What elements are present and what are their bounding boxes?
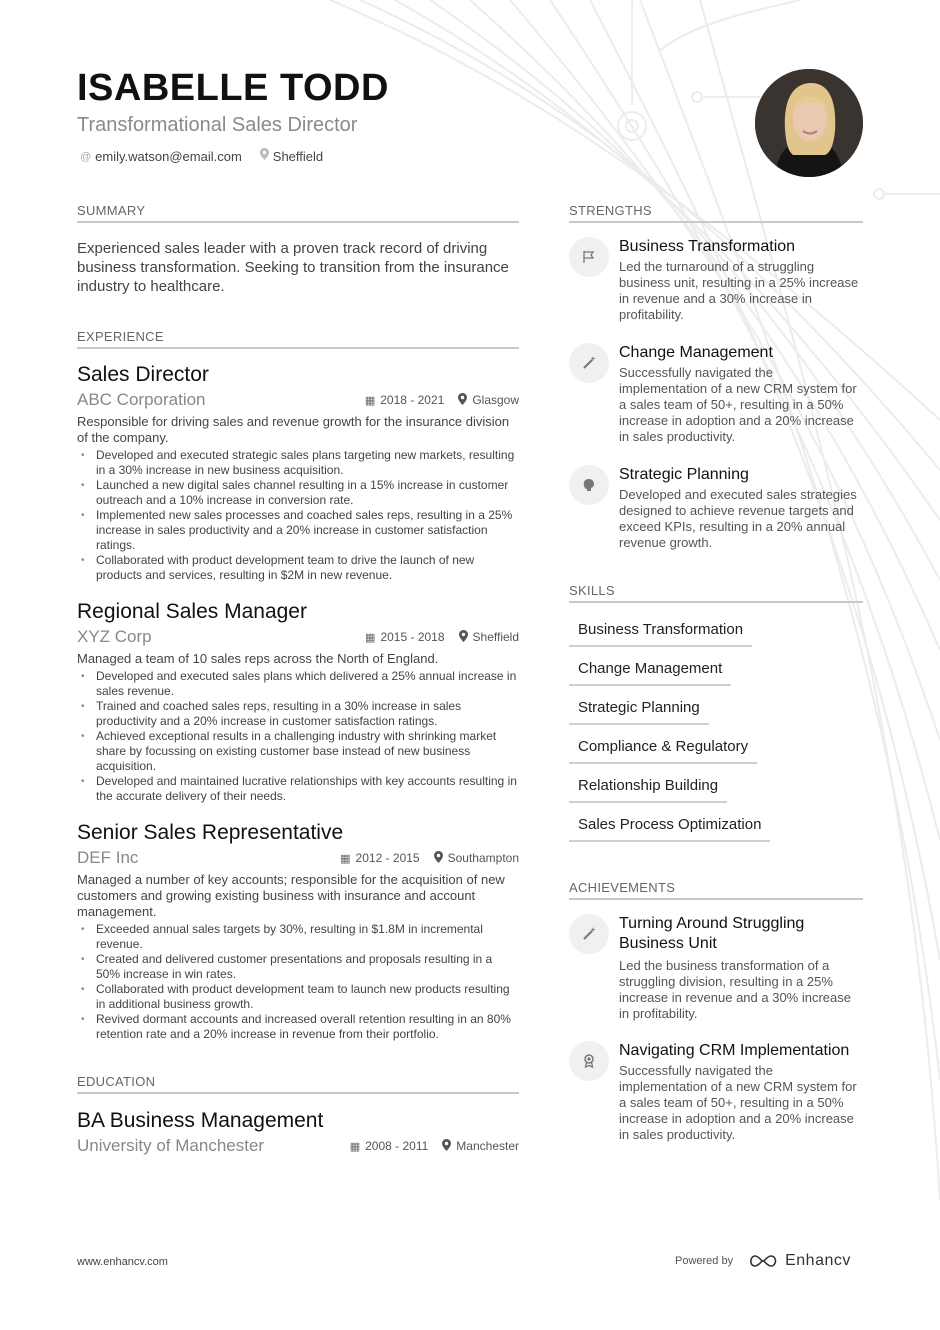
candidate-title: Transformational Sales Director	[77, 114, 358, 136]
location-text: Sheffield	[272, 148, 324, 164]
job-description: Responsible for driving sales and revenue growth for the insurance division of the company.	[77, 414, 510, 445]
left-column	[77, 203, 519, 1156]
wand-icon	[569, 343, 609, 383]
candidate-name: ISABELLE TODD	[77, 67, 389, 109]
footer-branding	[675, 1252, 851, 1270]
strength-desc: Led the turnaround of a struggling business unit, resulting in a 25% increase in revenue and a 30% increase in profitability.	[619, 259, 859, 322]
job-bullet: • Revived dormant accounts and increased overall retention resulting in an 80% retention rate and a 20% increase in revenue from their portfolio.	[77, 1012, 519, 1042]
school: University of Manchester	[77, 1136, 265, 1155]
job-bullet: • Collaborated with product development team to drive the launch of new products and services, resulting in $2M in new revenue.	[77, 553, 519, 583]
location-contact	[260, 148, 323, 165]
skill-tag: Strategic Planning	[569, 693, 709, 725]
location-pin-icon	[260, 148, 269, 165]
location-pin-icon	[458, 393, 467, 408]
skill-tag: Business Transformation	[569, 615, 752, 647]
powered-by-label: Powered by	[675, 1255, 734, 1267]
education-entry	[77, 1108, 519, 1156]
strength-item	[569, 237, 863, 323]
skill-tag: Relationship Building	[569, 771, 727, 803]
job-location: Glasgow	[472, 393, 519, 407]
achievement-desc: Successfully navigated the implementation of a new CRM system for a sales team of 50+, resulting in a 50% increase in adoption and a 20% increase in sales productivity.	[619, 1063, 857, 1142]
experience-entry	[77, 362, 519, 583]
job-bullets	[77, 448, 519, 583]
job-bullet: • Exceeded annual sales targets by 30%, resulting in $1.8M in incremental revenue.	[77, 922, 519, 952]
brain-icon	[569, 465, 609, 505]
job-bullet: • Launched a new digital sales channel resulting in a 15% increase in customer outreach and a 10% increase in conversion rate.	[77, 478, 519, 508]
education-dates: 2008 - 2011	[365, 1139, 429, 1153]
job-role: Senior Sales Representative	[77, 821, 344, 844]
job-bullet: • Implemented new sales processes and coached sales reps, resulting in a 25% increase in sales productivity and a 20% increase in customer satisfaction ratings.	[77, 508, 519, 553]
calendar-icon: ▦	[349, 1140, 361, 1153]
footer-website[interactable]: www.enhancv.com	[77, 1256, 168, 1268]
skill-tag: Change Management	[569, 654, 731, 686]
strength-title: Business Transformation	[619, 238, 796, 255]
achievement-title: Turning Around Struggling Business Unit	[619, 915, 805, 952]
job-role: Regional Sales Manager	[77, 600, 307, 623]
summary-text: Experienced sales leader with a proven track record of driving business transformation. Seeking to transition from the insurance industry to healthcare.	[77, 240, 509, 295]
brand-name: Enhancv	[785, 1252, 851, 1269]
job-bullet: • Achieved exceptional results in a challenging industry with shrinking market share by focussing on existing customer base instead of new business acquisition.	[77, 729, 519, 774]
right-column	[569, 203, 863, 1143]
job-bullet: • Developed and maintained lucrative relationships with key accounts resulting in the accurate delivery of their needs.	[77, 774, 519, 804]
flag-icon	[569, 237, 609, 277]
achievement-item	[569, 1041, 863, 1143]
job-location: Sheffield	[472, 630, 519, 644]
award-icon	[569, 1041, 609, 1081]
infinity-logo-icon	[747, 1253, 779, 1269]
job-description: Managed a team of 10 sales reps across the North of England.	[77, 651, 439, 666]
job-company: XYZ Corp	[77, 627, 152, 646]
strength-desc: Developed and executed sales strategies designed to achieve revenue targets and exceed KPIs, resulting in a 20% annual revenue growth.	[619, 487, 857, 550]
calendar-icon: ▦	[340, 852, 351, 865]
strength-title: Strategic Planning	[619, 466, 749, 483]
achievement-item	[569, 914, 863, 1022]
email-text: emily.watson@email.com	[95, 148, 242, 164]
job-company: ABC Corporation	[77, 390, 206, 409]
skill-tag: Compliance & Regulatory	[569, 732, 757, 764]
location-pin-icon	[434, 851, 443, 866]
job-dates: 2015 - 2018	[380, 630, 445, 644]
job-location: Southampton	[447, 851, 519, 865]
calendar-icon: ▦	[364, 394, 376, 407]
job-dates: 2018 - 2021	[380, 393, 445, 407]
skills-list	[569, 615, 863, 842]
wand-icon	[569, 914, 609, 954]
strength-item	[569, 343, 863, 445]
job-bullets	[77, 922, 519, 1042]
job-company: DEF Inc	[77, 848, 139, 867]
brand-logo[interactable]	[747, 1252, 851, 1270]
achievement-title: Navigating CRM Implementation	[619, 1042, 850, 1059]
experience-heading: EXPERIENCE	[77, 329, 519, 349]
strength-title: Change Management	[619, 344, 773, 361]
strength-item	[569, 465, 863, 551]
job-bullet: • Trained and coached sales reps, resulting in a 30% increase in sales productivity and a 20% increase in customer satisfaction ratings.	[77, 699, 519, 729]
avatar	[755, 69, 863, 177]
degree: BA Business Management	[77, 1109, 324, 1132]
location-pin-icon	[442, 1139, 451, 1154]
job-bullet: • Developed and executed strategic sales plans targeting new markets, resulting in a 30% increase in new business acquisition.	[77, 448, 519, 478]
education-location: Manchester	[456, 1139, 519, 1153]
achievements-heading: ACHIEVEMENTS	[569, 880, 863, 900]
skill-tag: Sales Process Optimization	[569, 810, 770, 842]
location-pin-icon	[459, 630, 468, 645]
job-bullet: • Created and delivered customer presentations and proposals resulting in a 50% increase in win rates.	[77, 952, 519, 982]
job-bullet: • Developed and executed sales plans which delivered a 25% annual increase in sales revenue.	[77, 669, 519, 699]
job-bullet: • Collaborated with product development team to launch new products resulting in additional business growth.	[77, 982, 519, 1012]
skills-heading: SKILLS	[569, 583, 863, 603]
at-icon: @	[80, 150, 92, 163]
email-contact[interactable]	[80, 148, 242, 165]
achievement-desc: Led the business transformation of a struggling division, resulting in a 25% increase in revenue and a 30% increase in profitability.	[619, 958, 851, 1021]
experience-entry	[77, 820, 519, 1042]
calendar-icon: ▦	[365, 631, 376, 644]
job-dates: 2012 - 2015	[355, 851, 420, 865]
job-description: Managed a number of key accounts; responsible for the acquisition of new customers and growing existing business with insurance and account management.	[77, 872, 505, 919]
experience-entry	[77, 599, 519, 804]
job-bullets	[77, 669, 519, 804]
job-role: Sales Director	[77, 363, 209, 386]
contact-info	[80, 148, 323, 165]
strengths-heading: STRENGTHS	[569, 203, 863, 223]
strength-desc: Successfully navigated the implementation of a new CRM system for a sales team of 50+, resulting in a 50% increase in adoption and a 20% increase in sales productivity.	[619, 365, 857, 444]
summary-heading: SUMMARY	[77, 203, 519, 223]
education-heading: EDUCATION	[77, 1074, 519, 1094]
